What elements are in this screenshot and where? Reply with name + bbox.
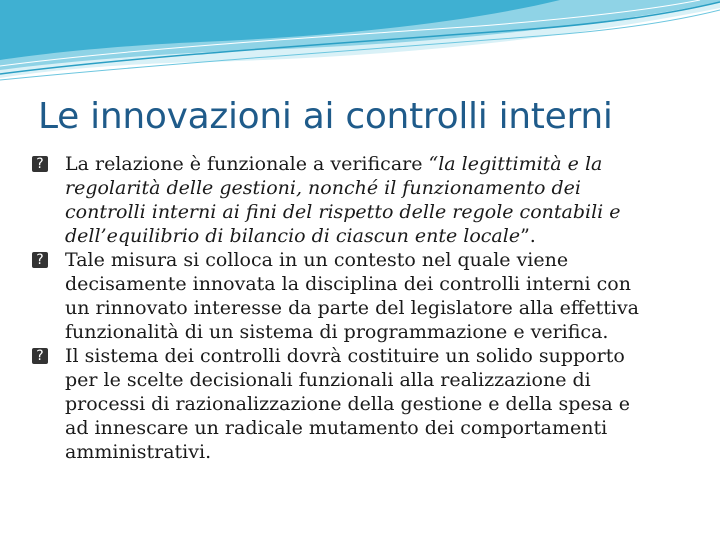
paragraph-line (65, 320, 682, 344)
line-quote-text: regolarità delle gestioni, nonché il funzionamento dei (65, 177, 581, 199)
paragraph-line (65, 152, 682, 176)
slide-title: Le innovazioni ai controlli interni (38, 96, 613, 137)
paragraph-line (65, 296, 682, 320)
paragraph-line (65, 416, 682, 440)
line-text: Il sistema dei controlli dovrà costituire un solido supporto (65, 345, 625, 367)
line-text: Tale misura si colloca in un contesto nel quale viene (65, 249, 569, 271)
line-text: ad innescare un radicale mutamento dei comportamenti (65, 417, 608, 439)
line-quote-text: dell’equilibrio di bilancio di ciascun ente locale (65, 225, 521, 247)
paragraph-line (65, 368, 682, 392)
line-text: decisamente innovata la disciplina dei controlli interni con (65, 273, 631, 295)
slide-body (32, 152, 682, 464)
paragraph-line (65, 344, 682, 368)
line-text: amministrativi. (65, 441, 212, 463)
bullet-placeholder-icon: ? (32, 156, 48, 172)
line-text: per le scelte decisionali funzionali alla realizzazione di (65, 369, 591, 391)
line-text: processi di razionalizzazione della gestione e della spesa e (65, 393, 630, 415)
line-quote-text: “la legittimità e la (428, 153, 603, 175)
line-text: un rinnovato interesse da parte del legislatore alla effettiva (65, 297, 640, 319)
bullet-placeholder-icon: ? (32, 252, 48, 268)
paragraph-line (65, 224, 682, 248)
line-text: funzionalità di un sistema di programmazione e verifica. (65, 321, 609, 343)
header-wave-decoration (0, 0, 720, 90)
paragraph-line (65, 200, 682, 224)
line-quote-text: controlli interni ai fini del rispetto delle regole contabili e (65, 201, 621, 223)
paragraph-line (65, 440, 682, 464)
bullet-paragraph (32, 152, 682, 248)
bullet-paragraph (32, 248, 682, 344)
line-text: La relazione è funzionale a verificare (65, 153, 429, 175)
bullet-paragraph (32, 344, 682, 464)
paragraph-line (65, 248, 682, 272)
paragraph-line (65, 272, 682, 296)
paragraph-line (65, 392, 682, 416)
paragraph-line (65, 176, 682, 200)
line-tail-text: ”. (520, 225, 536, 247)
bullet-placeholder-icon: ? (32, 348, 48, 364)
